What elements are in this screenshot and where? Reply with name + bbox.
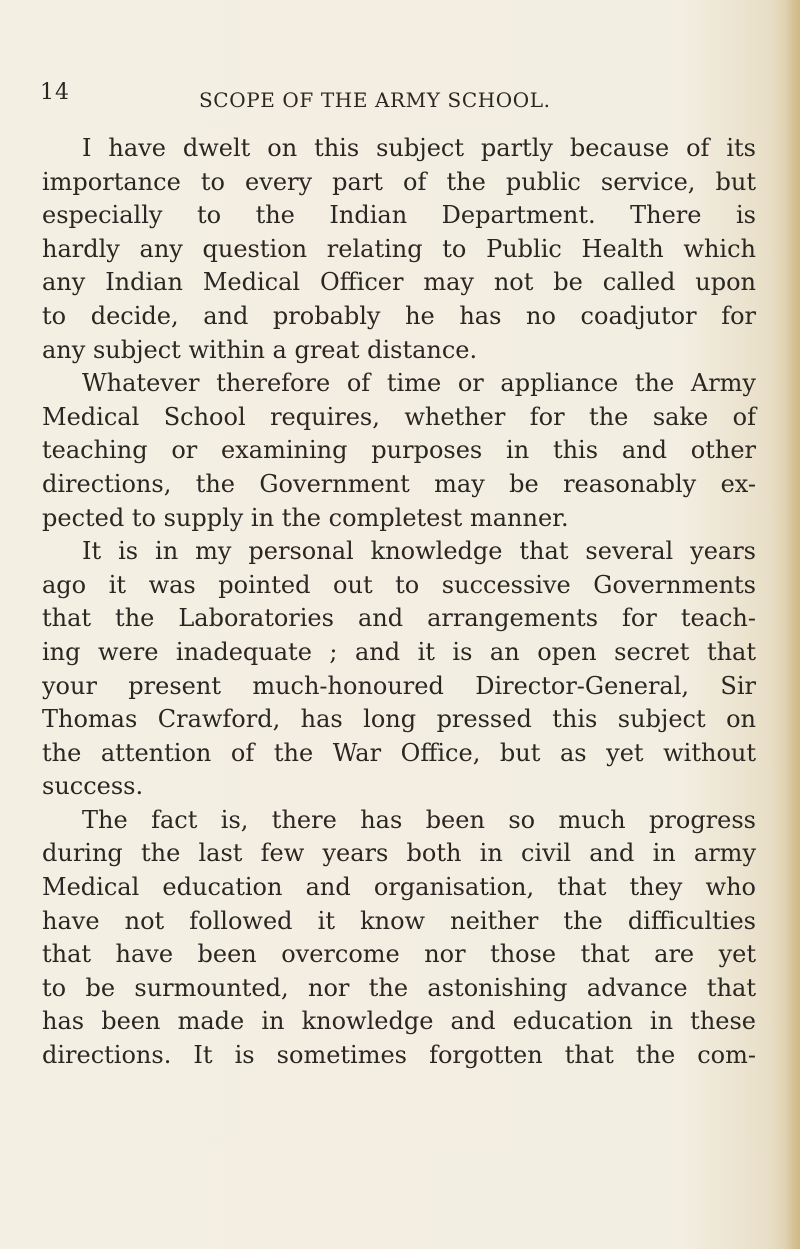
- text-line: I have dwelt on this subject partly because of its: [82, 134, 756, 162]
- text-line: have not followed it know neither the difficulties: [42, 906, 756, 935]
- running-title: SCOPE OF THE ARMY SCHOOL.: [199, 88, 551, 112]
- text-line: success.: [42, 772, 144, 801]
- text-line: Medical School requires, whether for the sake of: [42, 402, 756, 431]
- text-line: your present much-honoured Director-General, Sir: [42, 671, 756, 700]
- text-line: hardly any question relating to Public Health which: [42, 234, 756, 263]
- text-line: that the Laboratories and arrangements for teach-: [42, 604, 756, 633]
- text-line: to be surmounted, nor the astonishing advance that: [42, 973, 756, 1002]
- text-line: any Indian Medical Officer may not be called upon: [42, 268, 756, 297]
- text-line: that have been overcome nor those that are yet: [42, 940, 756, 969]
- text-line: directions. It is sometimes forgotten that the com-: [42, 1041, 756, 1070]
- text-line: directions, the Government may be reasonably ex-: [42, 469, 756, 498]
- page-edge-shadow: [786, 0, 800, 1249]
- text-line: pected to supply in the completest manner.: [42, 503, 569, 532]
- text-line: the attention of the War Office, but as yet without: [42, 738, 756, 767]
- text-line: importance to every part of the public service, but: [42, 167, 756, 196]
- text-line: teaching or examining purposes in this and other: [42, 436, 756, 465]
- text-line: The fact is, there has been so much progress: [82, 805, 756, 834]
- text-line: Medical education and organisation, that they who: [42, 873, 756, 902]
- text-line: ago it was pointed out to successive Governments: [42, 570, 756, 599]
- body-text: [42, 132, 756, 1073]
- text-line: especially to the Indian Department. There is: [42, 201, 756, 230]
- text-line: It is in my personal knowledge that several years: [82, 537, 756, 566]
- text-line: Whatever therefore of time or appliance the Army: [82, 369, 756, 398]
- text-line: any subject within a great distance.: [42, 335, 478, 364]
- text-line: during the last few years both in civil and in army: [42, 839, 756, 868]
- text-line: Thomas Crawford, has long pressed this subject on: [42, 705, 756, 734]
- text-line: to decide, and probably he has no coadjutor for: [42, 301, 756, 330]
- text-line: ing were inadequate ; and it is an open secret that: [42, 637, 756, 666]
- text-line: has been made in knowledge and education in these: [42, 1007, 756, 1036]
- page-number: 14: [40, 80, 70, 105]
